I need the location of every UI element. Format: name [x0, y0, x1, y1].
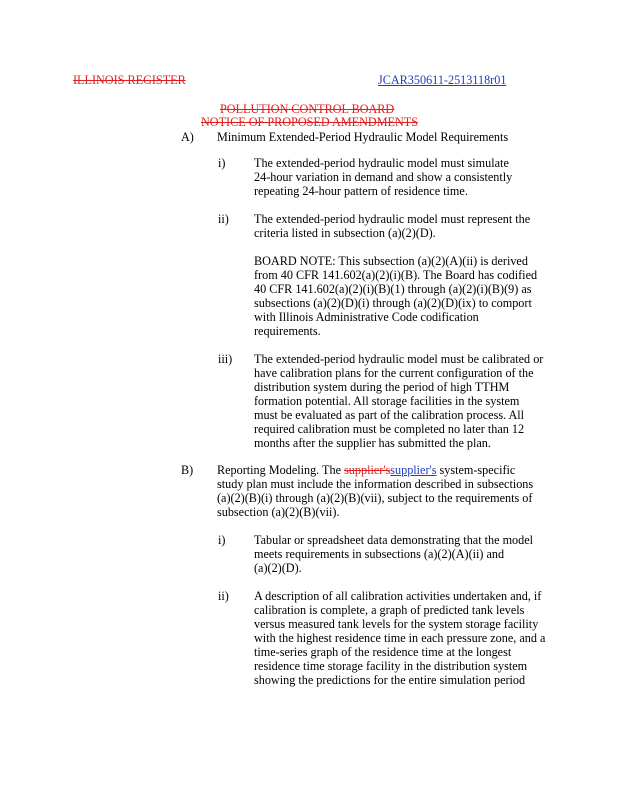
text-line: time-series graph of the residence time at the longest [254, 645, 512, 659]
section-a-heading: Minimum Extended-Period Hydraulic Model Requirements [217, 130, 509, 144]
text-line: Tabular or spreadsheet data demonstrating that the model [254, 533, 534, 547]
section-b-text [217, 463, 533, 519]
text-line: The extended-period hydraulic model must represent the [254, 212, 531, 226]
text-line: The extended-period hydraulic model must be calibrated or [254, 352, 544, 366]
text-line: versus measured tank levels for the system storage facility [254, 617, 539, 631]
text-line: BOARD NOTE: This subsection (a)(2)(A)(ii) is derived [254, 254, 528, 268]
text-line: (a)(2)(D). [254, 561, 302, 575]
item-a-ii-text [254, 212, 530, 240]
text-line: must be evaluated as part of the calibration process. All [254, 408, 525, 422]
text-line: required calibration must be completed no later than 12 [254, 422, 525, 436]
text-line: repeating 24-hour pattern of residence time. [254, 184, 468, 198]
text-line: calibration is complete, a graph of predicted tank levels [254, 603, 525, 617]
text-line: meets requirements in subsections (a)(2)(A)(ii) and [254, 547, 505, 561]
section-b-first-line [217, 463, 533, 477]
text-line: distribution system during the period of high TTHM [254, 380, 510, 394]
item-b-i-text [254, 533, 533, 575]
item-b-i-marker: i) [218, 533, 226, 547]
section-a-marker: A) [181, 130, 194, 144]
text-line: months after the supplier has submitted the plan. [254, 436, 491, 450]
text-line: study plan must include the information described in subsections [217, 477, 534, 491]
text-line: 24-hour variation in demand and show a consistently [254, 170, 513, 184]
item-b-ii-marker: ii) [218, 589, 229, 603]
item-a-iii-marker: iii) [218, 352, 233, 366]
text-fragment: Reporting Modeling. The [217, 463, 345, 477]
text-fragment: system-specific [436, 463, 516, 477]
item-a-iii-text [254, 352, 543, 450]
text-line: The extended-period hydraulic model must simulate [254, 156, 509, 170]
text-line: 40 CFR 141.602(a)(2)(i)(B)(1) through (a)(2)(i)(B)(9) as [254, 282, 532, 296]
text-line: subsections (a)(2)(D)(i) through (a)(2)(D)(ix) to comport [254, 296, 532, 310]
notice-title: NOTICE OF PROPOSED AMENDMENTS [201, 115, 419, 129]
text-line: (a)(2)(B)(i) through (a)(2)(B)(vii), subject to the requirements of [217, 491, 533, 505]
item-a-i-marker: i) [218, 156, 226, 170]
text-line: with Illinois Administrative Code codification [254, 310, 479, 324]
agency-title: POLLUTION CONTROL BOARD [220, 102, 395, 116]
text-line: from 40 CFR 141.602(a)(2)(i)(B). The Board has codified [254, 268, 538, 282]
text-line: subsection (a)(2)(B)(vii). [217, 505, 340, 519]
section-b-marker: B) [181, 463, 194, 477]
deleted-text: supplier's [344, 463, 391, 477]
text-line: showing the predictions for the entire simulation period [254, 673, 526, 687]
item-b-ii-text [254, 589, 545, 687]
inserted-text: supplier's [390, 463, 437, 477]
text-line: residence time storage facility in the distribution system [254, 659, 528, 673]
text-line: formation potential. All storage facilities in the system [254, 394, 520, 408]
document-code: JCAR350611-2513118r01 [378, 73, 507, 87]
text-line: A description of all calibration activities undertaken and, if [254, 589, 542, 603]
register-header: ILLINOIS REGISTER [73, 73, 186, 87]
text-line: with the highest residence time in each pressure zone, and a [254, 631, 546, 645]
text-line: criteria listed in subsection (a)(2)(D). [254, 226, 436, 240]
board-note [254, 254, 537, 338]
item-a-ii-marker: ii) [218, 212, 229, 226]
text-line: requirements. [254, 324, 321, 338]
text-line: have calibration plans for the current configuration of the [254, 366, 534, 380]
item-a-i-text [254, 156, 512, 198]
